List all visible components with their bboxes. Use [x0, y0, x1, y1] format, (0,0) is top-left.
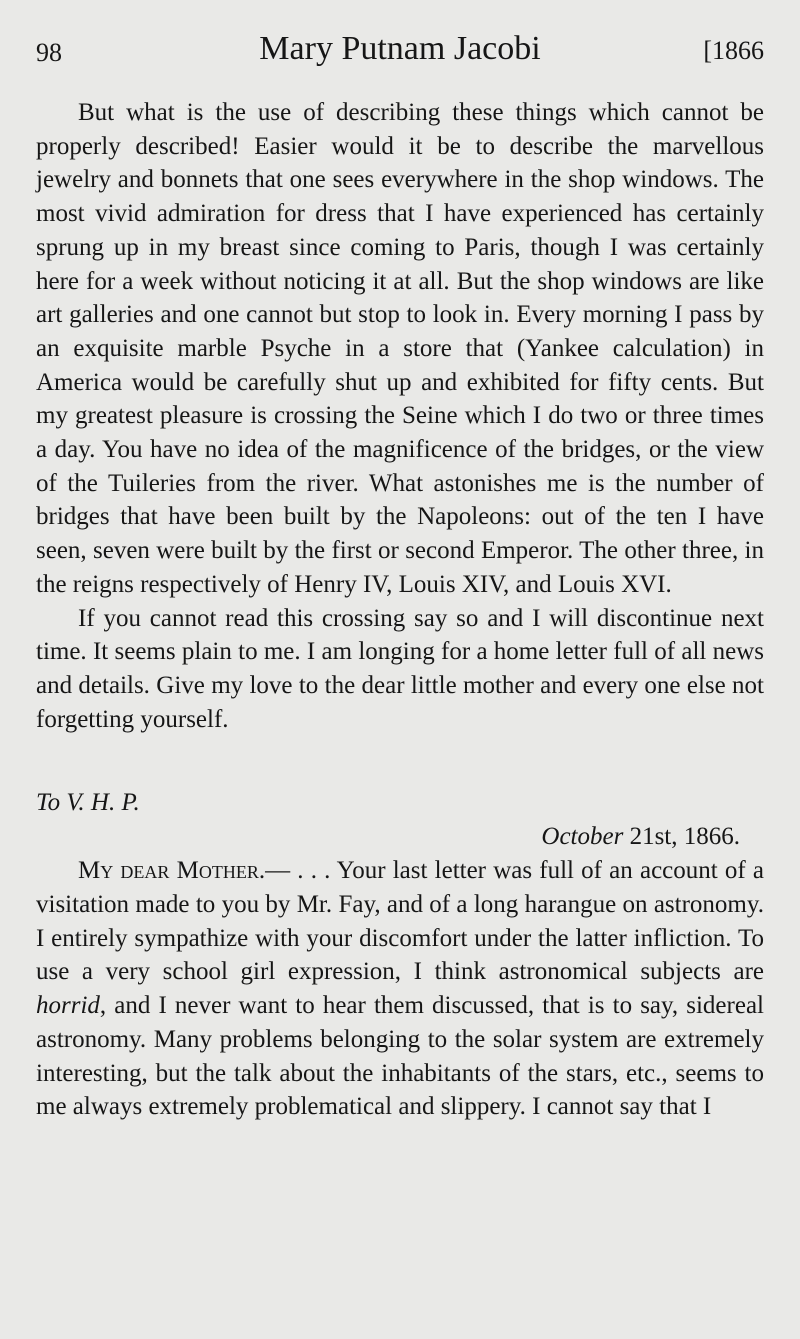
letter-salutation: My dear Mother.—	[78, 857, 291, 885]
page-body	[36, 96, 764, 1124]
page-header	[36, 30, 764, 76]
letter-text-start: . . . Your last letter was full of an account of a visitation made to you by Mr. Fay, and of a long harangue on astronomy. I entirely sympathize with your discomfort under the latter infliction. To use a very school girl expression, I think astronomical subjects are	[36, 857, 765, 986]
page-number: 98	[36, 38, 62, 67]
paragraph-paris-description: But what is the use of describing these things which cannot be properly described! Easier would it be to describe the marvellous jewelry and bonnets that one sees everywhere in the shop windows. The most vivid admiration for dress that I have experienced has certainly sprung up in my breast since coming to Paris, though I was certainly here for a week without noticing it at all. But the shop windows are like art galleries and one cannot but stop to look in. Every morning I pass by an exquisite marble Psyche in a store that (Yankee calculation) in America would be carefully shut up and exhibited for fifty cents. But my greatest pleasure is crossing the Seine which I do two or three times a day. You have no idea of the magnificence of the bridges, or the view of the Tuileries from the river. What astonishes me is the number of bridges that have been built by the Napoleons: out of the ten I have seen, seven were built by the first or second Emperor. The other three, in the reigns respectively of Henry IV, Louis XIV, and Louis XVI.	[36, 99, 764, 598]
emphasized-word: horrid	[36, 992, 100, 1020]
letter-date-day-year: 21st, 1866.	[623, 823, 740, 851]
letter-recipient: To V. H. P.	[36, 789, 140, 817]
year-marker: [1866	[703, 36, 764, 65]
letter-body-paragraph	[36, 854, 764, 1124]
letter-date	[36, 820, 740, 854]
paragraph-closing-note: If you cannot read this crossing say so and I will discontinue next time. It seems plain to me. I am longing for a home letter full of all news and details. Give my love to the dear little mother and every one else not forgetting yourself.	[36, 604, 764, 733]
running-title: Mary Putnam Jacobi	[259, 30, 541, 67]
letter-date-month: October	[541, 823, 624, 851]
letter-text-end: , and I never want to hear them discussed, that is to say, sidereal astronomy. Many problems belonging to the solar system are extremely interesting, but the talk about the inhabitants of the stars, etc., seems to me always extremely problematical and slippery. I cannot say that I	[36, 992, 764, 1121]
